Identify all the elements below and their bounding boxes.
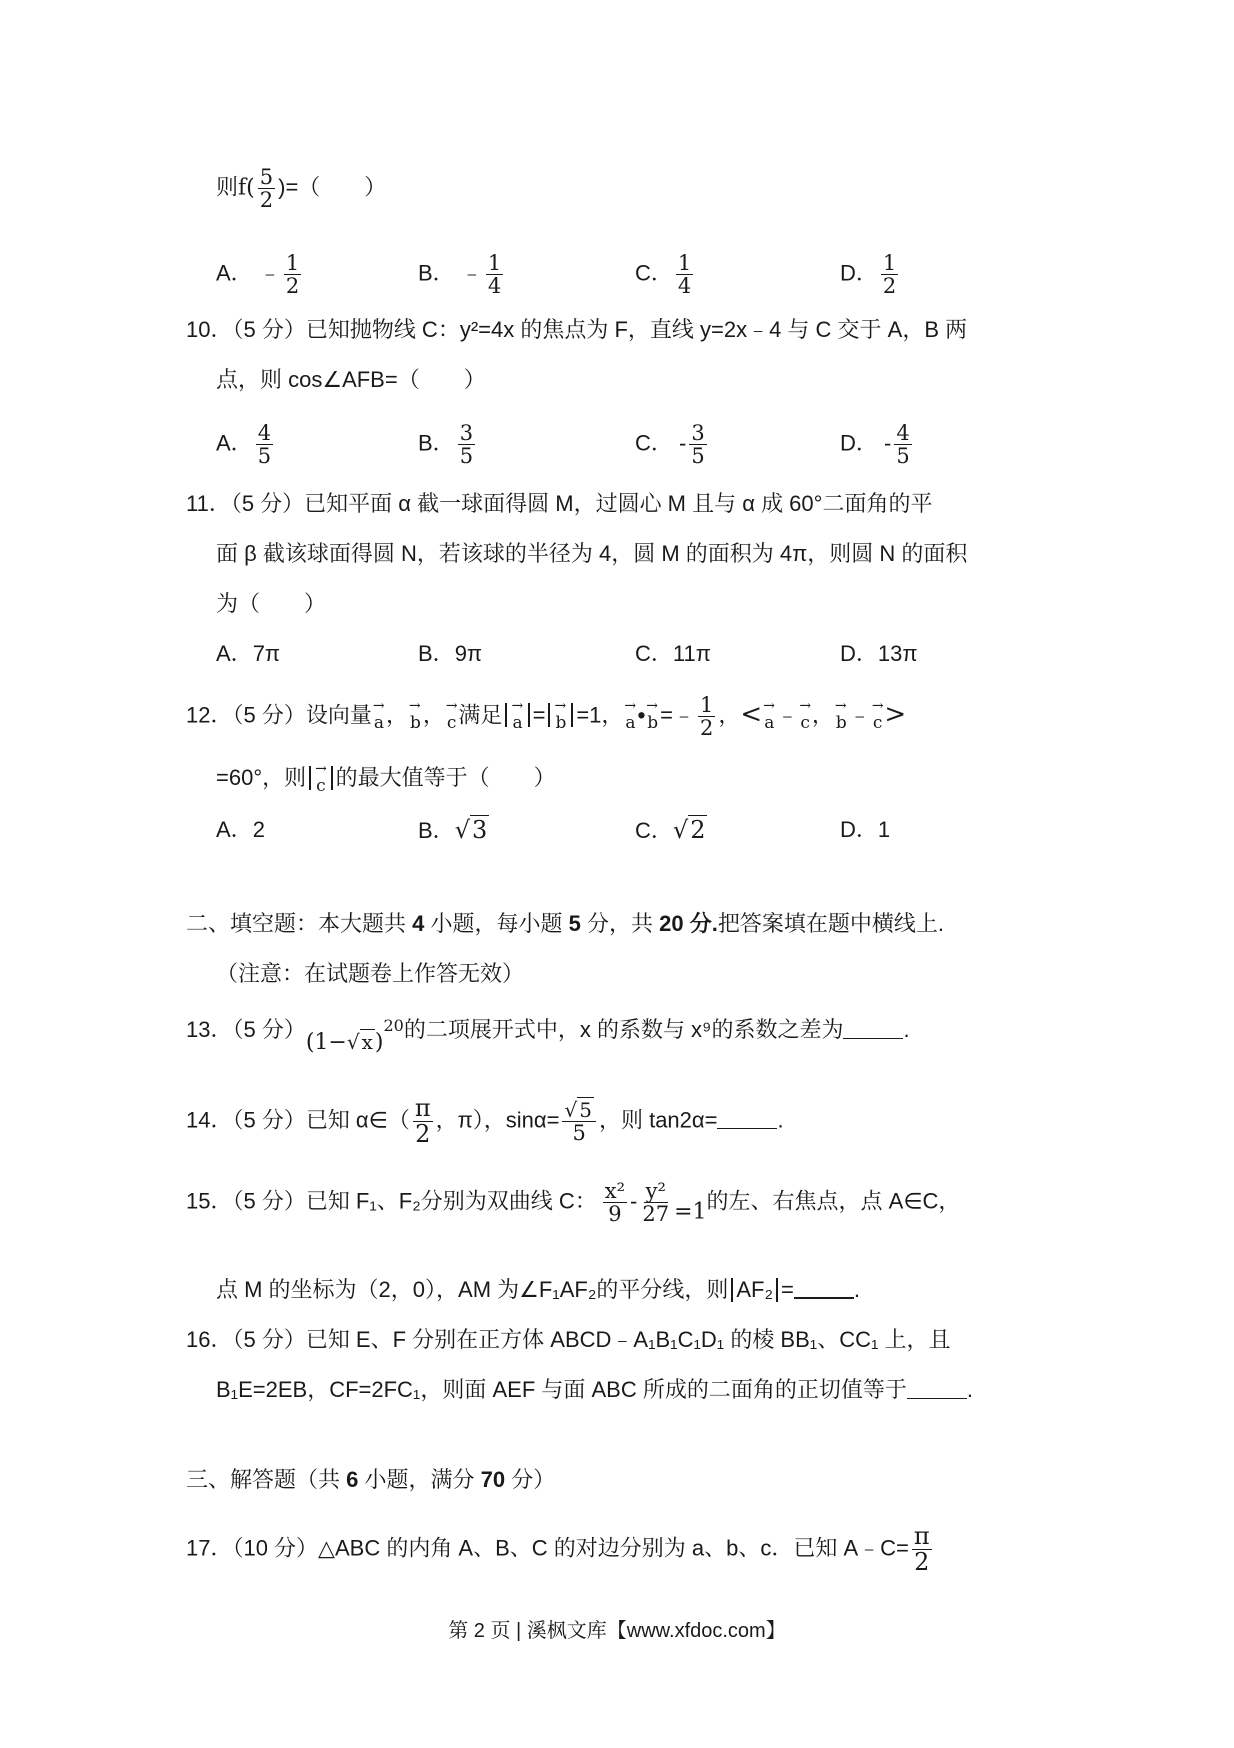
q16-answer-blank bbox=[907, 1378, 967, 1399]
q10-option-a: A． $\frac{4}{5}$ bbox=[216, 421, 272, 468]
q12-option-d: D．1 bbox=[840, 817, 891, 842]
section2-note: （注意：在试题卷上作答无效） bbox=[216, 961, 525, 986]
q15-answer-blank bbox=[794, 1277, 854, 1299]
q12-line1: 12．（5 分）设向量→ a，→ b，→ c满足→ a =→ b =1，→ a•→ b=﹣ $\frac{1}{2}$ ，<→ a﹣→ c，→ b﹣→ c> bbox=[186, 694, 906, 739]
q12-option-c: C．√2 bbox=[635, 816, 706, 844]
page-footer: 第 2 页 | 溪枫文库【www.xfdoc.com】 bbox=[448, 1620, 786, 1642]
q17: 17．（10 分）△ABC 的内角 A、B、C 的对边分别为 a、b、c．已知 A﹣C= $\frac{\pi}{2}$ bbox=[186, 1522, 930, 1576]
q11-line3: 为（ ） bbox=[216, 591, 327, 616]
q12-option-a: A．2 bbox=[216, 817, 265, 842]
q12-option-b: B．√3 bbox=[418, 816, 488, 844]
q10-option-b: B． $\frac{3}{5}$ bbox=[418, 421, 474, 468]
q13-answer-blank bbox=[843, 1018, 903, 1039]
q14-answer-blank bbox=[717, 1108, 777, 1129]
q16-line2: B₁E=2EB，CF=2FC₁，则面 AEF 与面 ABC 所成的二面角的正切值等于 . bbox=[216, 1377, 973, 1402]
q10-option-d: D． - $\frac{4}{5}$ bbox=[840, 421, 910, 468]
q11-option-b: B．9π bbox=[418, 641, 483, 666]
q11-line2: 面 β 截该球面得圆 N，若该球的半径为 4，圆 M 的面积为 4π，则圆 N 的面积 bbox=[216, 541, 968, 566]
q9-option-c: C． $\frac{1}{4}$ bbox=[635, 251, 692, 298]
q14: 14．（5 分）已知 α∈（ $\frac{\pi}{2}$ ，π），sinα= $\frac{√ 5}{5}$ ，则 tan2α= . bbox=[186, 1094, 784, 1148]
q13-expression: (1−√ x) bbox=[305, 1030, 384, 1055]
q9-option-d: D． $\frac{1}{2}$ bbox=[840, 251, 897, 298]
q9-option-b: B． ﹣ $\frac{1}{4}$ bbox=[418, 251, 502, 298]
section2-heading: 二、填空题：本大题共 4 小题，每小题 5 分，共 20 分.把答案填在题中横线上. bbox=[186, 911, 944, 936]
q15-line1: 15．（5 分）已知 F₁、F₂分别为双曲线 C： $\frac{\text{x²}}{9}$ - $\frac{\text{y²}}{27}$ =1的左、右焦点，点 A∈C， bbox=[186, 1179, 961, 1226]
q12-line2: =60°，则→ c 的最大值等于（ ） bbox=[216, 762, 556, 802]
q10-line2: 点，则 cos∠AFB=（ ） bbox=[216, 367, 486, 392]
q15-line2: 点 M 的坐标为（2，0），AM 为∠F₁AF₂的平分线，则 AF₂ = . bbox=[216, 1277, 861, 1302]
q10-line1: 10．（5 分）已知抛物线 C：y²=4x 的焦点为 F，直线 y=2x﹣4 与 C 交于 A，B 两 bbox=[186, 317, 968, 342]
q9-stem: 则f( $\frac{5}{2}$ )=（ ） bbox=[216, 165, 387, 212]
q11-option-c: C．11π bbox=[635, 641, 711, 666]
q16-line1: 16．（5 分）已知 E、F 分别在正方体 ABCD﹣A₁B₁C₁D₁ 的棱 BB₁、CC₁ 上，且 bbox=[186, 1327, 951, 1352]
q9-stem-fraction: $\frac{5}{2}$ bbox=[259, 165, 274, 212]
q9-option-a: A． ﹣ $\frac{1}{2}$ bbox=[216, 251, 300, 298]
q11-option-d: D．13π bbox=[840, 641, 918, 666]
q11-option-a: A．7π bbox=[216, 641, 281, 666]
q13: 13．（5 分）(1−√ x)$^{20}$的二项展开式中，x 的系数与 x⁹的系数之差为 . bbox=[186, 1016, 910, 1055]
q11-line1: 11．（5 分）已知平面 α 截一球面得圆 M，过圆心 M 且与 α 成 60°二面角的平 bbox=[186, 491, 933, 516]
section3-heading: 三、解答题（共 6 小题，满分 70 分） bbox=[186, 1467, 556, 1492]
q10-option-c: C． - $\frac{3}{5}$ bbox=[635, 421, 705, 468]
